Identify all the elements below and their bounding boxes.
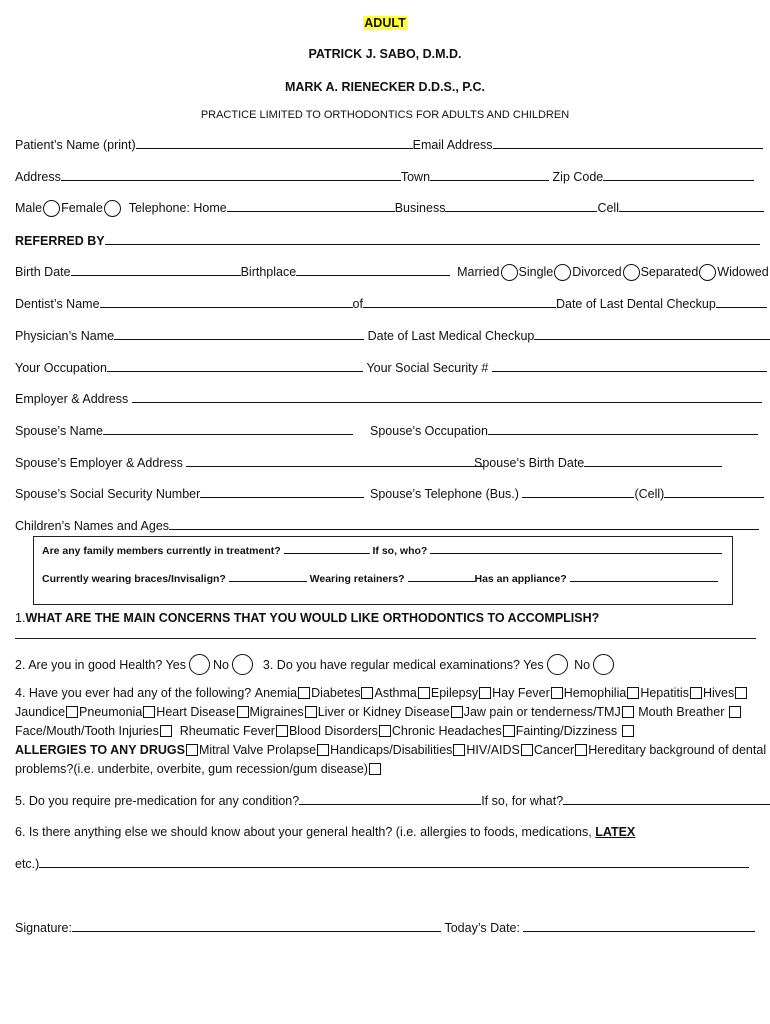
braces-label: Currently wearing braces/Invisalign? bbox=[42, 573, 226, 585]
female-label: Female bbox=[61, 201, 103, 215]
appliance-field[interactable] bbox=[570, 571, 718, 582]
family-who-field[interactable] bbox=[430, 543, 722, 554]
question-1-text: WHAT ARE THE MAIN CONCERNS THAT YOU WOULD LIKE ORTHODONTICS TO ACCOMPLISH? bbox=[25, 611, 600, 625]
question-5-text: 5. Do you require pre-medication for any condition? bbox=[15, 794, 300, 808]
hives-checkbox[interactable] bbox=[735, 687, 747, 699]
condition-label: Chronic Headaches bbox=[391, 724, 502, 738]
condition-label: problems?(i.e. underbite, overbite, gum recession/gum disease) bbox=[15, 762, 368, 776]
last-dental-label: Date of Last Dental Checkup bbox=[555, 297, 716, 311]
male-label: Male bbox=[15, 201, 43, 215]
referred-by-field[interactable] bbox=[105, 233, 760, 245]
occupation-field[interactable] bbox=[107, 360, 363, 372]
pneumonia-checkbox[interactable] bbox=[143, 706, 155, 718]
premedication-field[interactable] bbox=[299, 793, 481, 805]
family-treatment-label: Are any family members currently in treatment? bbox=[42, 545, 281, 557]
condition-label: Hives bbox=[702, 686, 735, 700]
condition-label: Asthma bbox=[374, 686, 417, 700]
email-label: Email Address bbox=[412, 138, 493, 152]
female-radio[interactable] bbox=[104, 200, 121, 217]
condition-label: Pneumonia bbox=[79, 705, 143, 719]
heart-disease-checkbox[interactable] bbox=[237, 706, 249, 718]
family-treatment-field[interactable] bbox=[284, 543, 370, 554]
exams-no-label: No bbox=[574, 658, 591, 672]
condition-label: Hemophilia bbox=[563, 686, 627, 700]
widowed-label: Widowed bbox=[717, 265, 769, 279]
spouse-phone-label: Spouse’s Telephone (Bus.) bbox=[370, 487, 519, 501]
conditions-row-3 bbox=[15, 724, 635, 738]
rheumatic-fever-checkbox[interactable] bbox=[276, 725, 288, 737]
cell-phone-field[interactable] bbox=[619, 200, 764, 212]
signature-row bbox=[15, 920, 755, 935]
business-label: Business bbox=[394, 201, 446, 215]
spouse-name-label: Spouse’s Name bbox=[15, 424, 104, 438]
question-6-row bbox=[15, 825, 635, 839]
hemophilia-checkbox[interactable] bbox=[627, 687, 639, 699]
condition-label: Mouth Breather bbox=[638, 705, 725, 719]
condition-label: Face/Mouth/Tooth Injuries bbox=[15, 724, 159, 738]
spouse-ssn-field[interactable] bbox=[200, 486, 364, 498]
conditions-row-1 bbox=[15, 686, 748, 700]
divorced-radio[interactable] bbox=[623, 264, 640, 281]
employer-field[interactable] bbox=[132, 391, 762, 403]
hay-fever-checkbox[interactable] bbox=[551, 687, 563, 699]
spouse-employer-label: Spouse’s Employer & Address bbox=[15, 456, 183, 470]
address-label: Address bbox=[15, 170, 61, 184]
question-1 bbox=[15, 611, 599, 625]
migraines-checkbox[interactable] bbox=[305, 706, 317, 718]
allergies-label: ALLERGIES TO ANY DRUGS bbox=[15, 743, 185, 757]
jaundice-checkbox[interactable] bbox=[66, 706, 78, 718]
exams-no-radio[interactable] bbox=[593, 654, 614, 675]
spouse-name-row bbox=[15, 423, 353, 438]
condition-label: Rheumatic Fever bbox=[179, 724, 275, 738]
date-label: Today’s Date: bbox=[444, 921, 520, 935]
referred-row bbox=[15, 233, 760, 248]
children-field[interactable] bbox=[169, 518, 759, 530]
conditions-row-5 bbox=[15, 762, 382, 776]
referred-by-label: REFERRED BY bbox=[15, 234, 105, 248]
exams-yes-radio[interactable] bbox=[547, 654, 568, 675]
hereditary-dental-checkbox[interactable] bbox=[369, 763, 381, 775]
home-phone-field[interactable] bbox=[227, 200, 395, 212]
children-label: Children’s Names and Ages bbox=[15, 519, 170, 533]
last-medical-label: Date of Last Medical Checkup bbox=[367, 329, 535, 343]
spouse-birth-field[interactable] bbox=[584, 455, 722, 467]
condition-label: Epilepsy bbox=[430, 686, 479, 700]
spouse-name-field[interactable] bbox=[103, 423, 353, 435]
contact-row bbox=[15, 200, 764, 217]
address-row bbox=[15, 169, 754, 184]
good-health-no-radio[interactable] bbox=[232, 654, 253, 675]
health-row bbox=[15, 654, 617, 675]
good-health-yes-radio[interactable] bbox=[189, 654, 210, 675]
birth-date-label: Birth Date bbox=[15, 265, 71, 279]
mitral-valve-checkbox[interactable] bbox=[317, 744, 329, 756]
question-1-number: 1. bbox=[15, 611, 26, 625]
signature-field[interactable] bbox=[72, 920, 441, 932]
birth-date-field[interactable] bbox=[71, 264, 241, 276]
question-6-text: 6. Is there anything else we should know about your general health? (i.e. allergies to foods, medications, bbox=[15, 825, 592, 839]
spouse-ssn-row bbox=[15, 486, 364, 501]
ssn-field[interactable] bbox=[492, 360, 767, 372]
asthma-checkbox[interactable] bbox=[418, 687, 430, 699]
anemia-checkbox[interactable] bbox=[298, 687, 310, 699]
occupation-label: Your Occupation bbox=[15, 361, 107, 375]
retainers-field[interactable] bbox=[408, 571, 475, 582]
zip-label: Zip Code bbox=[552, 170, 604, 184]
last-dental-field[interactable] bbox=[716, 296, 767, 308]
spouse-phone-row bbox=[370, 486, 764, 501]
chronic-headaches-checkbox[interactable] bbox=[503, 725, 515, 737]
etc-label: etc.) bbox=[15, 857, 40, 871]
spouse-birth-row bbox=[474, 455, 722, 470]
family-treatment-row bbox=[42, 543, 722, 557]
single-label: Single bbox=[518, 265, 554, 279]
liver-kidney-checkbox[interactable] bbox=[451, 706, 463, 718]
occupation-row bbox=[15, 360, 767, 375]
form-type-badge: ADULT bbox=[364, 16, 406, 30]
doctor-name-2: MARK A. RIENECKER D.D.S., P.C. bbox=[284, 80, 486, 94]
signature-label: Signature: bbox=[15, 921, 72, 935]
condition-label: Liver or Kidney Disease bbox=[317, 705, 450, 719]
spouse-birth-label: Spouse’s Birth Date bbox=[474, 456, 585, 470]
condition-label: Blood Disorders bbox=[288, 724, 378, 738]
condition-label: Anemia bbox=[254, 686, 298, 700]
employer-row bbox=[15, 391, 762, 406]
family-who-label: If so, who? bbox=[372, 545, 428, 557]
spouse-cell-field[interactable] bbox=[664, 486, 764, 498]
handicaps-checkbox[interactable] bbox=[453, 744, 465, 756]
premedication-reason-field[interactable] bbox=[563, 793, 770, 805]
spouse-employer-field[interactable] bbox=[186, 455, 484, 467]
practice-tagline: PRACTICE LIMITED TO ORTHODONTICS FOR ADULTS AND CHILDREN bbox=[200, 109, 570, 121]
married-radio[interactable] bbox=[501, 264, 518, 281]
retainers-label: Wearing retainers? bbox=[309, 573, 405, 585]
address-field[interactable] bbox=[61, 169, 401, 181]
condition-label: HIV/AIDS bbox=[466, 743, 520, 757]
hepatitis-checkbox[interactable] bbox=[690, 687, 702, 699]
patient-name-label: Patient’s Name (print) bbox=[15, 138, 136, 152]
condition-label: Hereditary background of dental bbox=[588, 743, 767, 757]
condition-label: Hepatitis bbox=[640, 686, 689, 700]
spouse-cell-label: (Cell) bbox=[634, 487, 665, 501]
patient-name-row bbox=[15, 137, 763, 152]
employer-label: Employer & Address bbox=[15, 392, 129, 406]
good-health-no-label: No bbox=[212, 658, 229, 672]
last-medical-field[interactable] bbox=[534, 328, 770, 340]
married-label: Married bbox=[457, 265, 500, 279]
ssn-label: Your Social Security # bbox=[366, 361, 489, 375]
blood-disorders-checkbox[interactable] bbox=[379, 725, 391, 737]
tmj-checkbox[interactable] bbox=[622, 706, 634, 718]
condition-label: Heart Disease bbox=[156, 705, 236, 719]
children-row bbox=[15, 518, 759, 533]
question-3-text: 3. Do you have regular medical examinations? Yes bbox=[262, 658, 544, 672]
allergies-checkbox[interactable] bbox=[186, 744, 198, 756]
question-5-row bbox=[15, 793, 770, 808]
telephone-home-label: Telephone: Home bbox=[128, 201, 227, 215]
hiv-aids-checkbox[interactable] bbox=[521, 744, 533, 756]
zip-field[interactable] bbox=[603, 169, 754, 181]
business-phone-field[interactable] bbox=[445, 200, 597, 212]
patient-name-field[interactable] bbox=[136, 137, 413, 149]
separated-radio[interactable] bbox=[699, 264, 716, 281]
spouse-occupation-row bbox=[370, 423, 758, 438]
condition-label: Jaundice bbox=[15, 705, 66, 719]
braces-field[interactable] bbox=[229, 571, 307, 582]
condition-label: Mitral Valve Prolapse bbox=[198, 743, 317, 757]
separated-label: Separated bbox=[640, 265, 699, 279]
date-field[interactable] bbox=[523, 920, 755, 932]
dentist-row bbox=[15, 296, 767, 311]
question-5-followup: If so, for what? bbox=[481, 794, 564, 808]
cell-label: Cell bbox=[597, 201, 619, 215]
condition-label: Diabetes bbox=[311, 686, 361, 700]
divider bbox=[15, 638, 756, 639]
town-label: Town bbox=[400, 170, 431, 184]
dentist-name-field[interactable] bbox=[100, 296, 353, 308]
appliance-row bbox=[42, 571, 718, 585]
email-field[interactable] bbox=[493, 137, 763, 149]
spouse-occupation-label: Spouse’s Occupation bbox=[370, 424, 488, 438]
question-2-text: 2. Are you in good Health? Yes bbox=[15, 658, 186, 672]
conditions-row-2 bbox=[15, 705, 742, 719]
condition-label: Fainting/Dizziness bbox=[515, 724, 618, 738]
general-health-field[interactable] bbox=[39, 856, 749, 868]
condition-label: Hay Fever bbox=[492, 686, 550, 700]
dentist-name-label: Dentist’s Name bbox=[15, 297, 100, 311]
condition-label: Migraines bbox=[249, 705, 304, 719]
latex-label: LATEX bbox=[595, 825, 636, 839]
birthplace-label: Birthplace bbox=[240, 265, 297, 279]
spouse-phone-field[interactable] bbox=[522, 486, 634, 498]
divorced-label: Divorced bbox=[572, 265, 622, 279]
male-radio[interactable] bbox=[43, 200, 60, 217]
physician-name-label: Physician’s Name bbox=[15, 329, 115, 343]
injuries-checkbox[interactable] bbox=[160, 725, 172, 737]
dentist-of-label: of bbox=[352, 297, 363, 311]
dentist-location-field[interactable] bbox=[363, 296, 556, 308]
conditions-row-4 bbox=[15, 743, 766, 757]
fainting-checkbox[interactable] bbox=[622, 725, 634, 737]
question-6-continued bbox=[15, 856, 749, 871]
diabetes-checkbox[interactable] bbox=[361, 687, 373, 699]
birth-row bbox=[15, 264, 770, 281]
spouse-employer-row bbox=[15, 455, 484, 470]
cancer-checkbox[interactable] bbox=[575, 744, 587, 756]
single-radio[interactable] bbox=[554, 264, 571, 281]
physician-row bbox=[15, 328, 770, 343]
spouse-ssn-label: Spouse’s Social Security Number bbox=[15, 487, 201, 501]
physician-name-field[interactable] bbox=[114, 328, 364, 340]
epilepsy-checkbox[interactable] bbox=[479, 687, 491, 699]
spouse-occupation-field[interactable] bbox=[488, 423, 758, 435]
mouth-breather-checkbox[interactable] bbox=[729, 706, 741, 718]
question-4-text: 4. Have you ever had any of the following? bbox=[15, 686, 252, 700]
condition-label: Handicaps/Disabilities bbox=[330, 743, 453, 757]
condition-label: Jaw pain or tenderness/TMJ bbox=[463, 705, 621, 719]
doctor-name-1: PATRICK J. SABO, D.M.D. bbox=[308, 47, 462, 61]
condition-label: Cancer bbox=[533, 743, 575, 757]
appliance-label: Has an appliance? bbox=[474, 573, 567, 585]
birthplace-field[interactable] bbox=[296, 264, 450, 276]
town-field[interactable] bbox=[430, 169, 549, 181]
